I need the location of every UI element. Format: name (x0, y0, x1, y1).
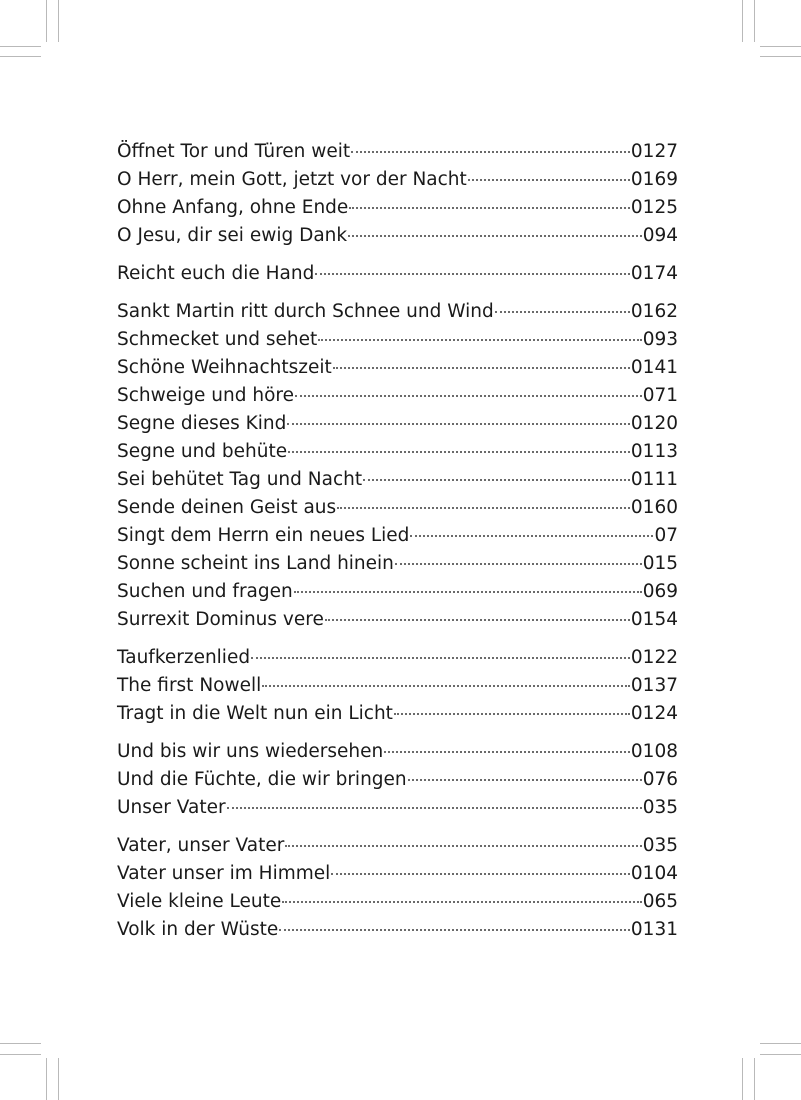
crop-mark (0, 1054, 41, 1055)
index-entry (117, 260, 678, 288)
song-title: Surrexit Dominus vere (117, 609, 324, 630)
song-title: Sende deinen Geist aus (117, 497, 337, 518)
song-number: 0124 (630, 703, 678, 724)
song-number: 0141 (630, 357, 678, 378)
song-title: Suchen und fragen (117, 581, 293, 602)
index-entry (117, 410, 678, 438)
song-number: 0127 (630, 141, 678, 162)
dot-leader (468, 179, 630, 181)
dot-leader (279, 929, 630, 931)
index-group (117, 298, 678, 634)
song-title: Schweige und höre (117, 385, 294, 406)
song-title: Sonne scheint ins Land hinein (117, 553, 394, 574)
crop-mark (754, 1058, 755, 1100)
index-entry (117, 832, 678, 860)
index-entry (117, 382, 678, 410)
song-number: 094 (642, 225, 678, 246)
index-group (117, 138, 678, 250)
index-entry (117, 522, 678, 550)
index-entry (117, 466, 678, 494)
song-number: 0160 (630, 497, 678, 518)
dot-leader (285, 845, 641, 847)
dot-leader (349, 207, 630, 209)
index-entry (117, 138, 678, 166)
dot-leader (337, 507, 630, 509)
index-group (117, 832, 678, 944)
index-entry (117, 606, 678, 634)
song-title: Tragt in die Welt nun ein Licht (117, 703, 393, 724)
song-number: 0137 (630, 675, 678, 696)
index-entry (117, 700, 678, 728)
crop-mark (0, 56, 41, 57)
index-entry (117, 888, 678, 916)
crop-mark (760, 46, 801, 47)
dot-leader (318, 339, 641, 341)
song-number: 0120 (630, 413, 678, 434)
song-title: Reicht euch die Hand (117, 263, 315, 284)
index-entry (117, 298, 678, 326)
crop-mark (742, 1058, 743, 1100)
song-number: 076 (642, 769, 678, 790)
song-number: 0111 (630, 469, 678, 490)
song-number: 0125 (630, 197, 678, 218)
song-index (117, 138, 678, 944)
song-number: 069 (642, 581, 678, 602)
dot-leader (363, 479, 630, 481)
song-title: Schöne Weihnachtszeit (117, 357, 332, 378)
song-title: Segne und behüte (117, 441, 288, 462)
crop-mark (760, 1043, 801, 1044)
crop-mark (760, 56, 801, 57)
song-number: 0169 (630, 169, 678, 190)
song-number: 0131 (630, 919, 678, 940)
song-number: 0113 (630, 441, 678, 462)
crop-mark (46, 0, 47, 42)
index-entry (117, 738, 678, 766)
crop-mark (46, 1058, 47, 1100)
index-group (117, 260, 678, 288)
dot-leader (315, 273, 630, 275)
dot-leader (282, 901, 641, 903)
song-number: 0104 (630, 863, 678, 884)
song-title: Schmecket und sehet (117, 329, 318, 350)
song-number: 065 (642, 891, 678, 912)
song-title: O Jesu, dir sei ewig Dank (117, 225, 348, 246)
dot-leader (262, 685, 630, 687)
song-title: Sankt Martin ritt durch Schnee und Wind (117, 301, 494, 322)
song-title: Ohne Anfang, ohne Ende (117, 197, 349, 218)
index-entry (117, 860, 678, 888)
index-entry (117, 354, 678, 382)
crop-mark (58, 0, 59, 42)
dot-leader (294, 591, 642, 593)
crop-mark (0, 1043, 41, 1044)
dot-leader (325, 619, 630, 621)
dot-leader (295, 395, 642, 397)
crop-mark (742, 0, 743, 42)
dot-leader (395, 563, 642, 565)
index-entry (117, 550, 678, 578)
dot-leader (287, 423, 630, 425)
song-title: Unser Vater (117, 797, 226, 818)
crop-mark (754, 0, 755, 42)
dot-leader (251, 657, 630, 659)
index-entry (117, 166, 678, 194)
song-number: 035 (642, 797, 678, 818)
index-entry (117, 916, 678, 944)
song-number: 035 (642, 835, 678, 856)
song-number: 0162 (630, 301, 678, 322)
song-title: Segne dieses Kind (117, 413, 287, 434)
song-title: Vater, unser Vater (117, 835, 285, 856)
song-title: Singt dem Herrn ein neues Lied (117, 525, 410, 546)
index-entry (117, 794, 678, 822)
song-title: Taufkerzenlied (117, 647, 251, 668)
dot-leader (495, 311, 630, 313)
song-title: The first Nowell (117, 675, 262, 696)
index-entry (117, 194, 678, 222)
crop-mark (0, 46, 41, 47)
song-title: O Herr, mein Gott, jetzt vor der Nacht (117, 169, 467, 190)
song-number: 07 (654, 525, 678, 546)
index-entry (117, 438, 678, 466)
song-title: Öffnet Tor und Türen weit (117, 141, 351, 162)
song-number: 0154 (630, 609, 678, 630)
song-title: Vater unser im Himmel (117, 863, 331, 884)
song-title: Und die Füchte, die wir bringen (117, 769, 407, 790)
song-number: 093 (642, 329, 678, 350)
dot-leader (384, 751, 630, 753)
dot-leader (348, 235, 642, 237)
song-number: 0122 (630, 647, 678, 668)
crop-mark (58, 1058, 59, 1100)
index-entry (117, 672, 678, 700)
dot-leader (351, 151, 630, 153)
dot-leader (331, 873, 630, 875)
index-entry (117, 766, 678, 794)
index-entry (117, 494, 678, 522)
song-title: Und bis wir uns wiedersehen (117, 741, 384, 762)
dot-leader (333, 367, 630, 369)
index-entry (117, 222, 678, 250)
song-number: 0108 (630, 741, 678, 762)
song-number: 015 (642, 553, 678, 574)
index-group (117, 644, 678, 728)
index-entry (117, 326, 678, 354)
dot-leader (410, 535, 653, 537)
index-group (117, 738, 678, 822)
song-title: Volk in der Wüste (117, 919, 279, 940)
dot-leader (394, 713, 630, 715)
song-title: Viele kleine Leute (117, 891, 282, 912)
index-entry (117, 578, 678, 606)
dot-leader (227, 807, 642, 809)
dot-leader (288, 451, 630, 453)
dot-leader (408, 779, 642, 781)
song-title: Sei behütet Tag und Nacht (117, 469, 363, 490)
song-number: 0174 (630, 263, 678, 284)
crop-mark (760, 1054, 801, 1055)
index-entry (117, 644, 678, 672)
song-number: 071 (642, 385, 678, 406)
